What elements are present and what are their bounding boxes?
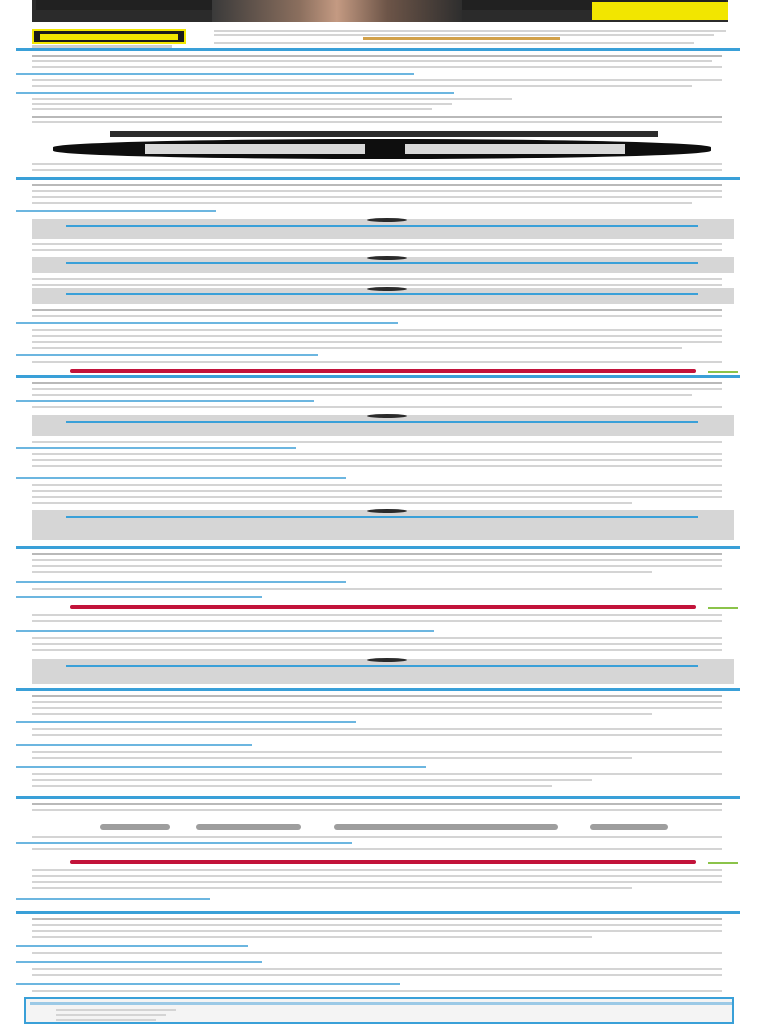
section-rule: [16, 688, 740, 691]
body-line: [32, 936, 592, 938]
subheading-rule: [16, 898, 210, 900]
callout-rule: [66, 262, 698, 264]
callout-box: [32, 219, 734, 239]
body-line: [32, 85, 692, 87]
body-line: [32, 284, 722, 286]
list-line: [32, 108, 432, 110]
feature-bar: [70, 605, 696, 609]
callout-box: [32, 510, 734, 540]
body-line: [32, 848, 722, 850]
body-line: [32, 968, 722, 970]
subheading-rule: [16, 477, 346, 479]
section-rule: [16, 546, 740, 549]
body-line: [32, 713, 652, 715]
subheading-rule: [16, 322, 398, 324]
body-line: [32, 701, 722, 703]
list-line: [56, 1009, 176, 1011]
body-line: [32, 465, 722, 467]
summary-panel-header: [30, 1002, 732, 1005]
callout-marker: [367, 218, 407, 222]
body-line: [32, 190, 722, 192]
body-line: [32, 121, 722, 123]
partner-logo: [100, 824, 170, 830]
subheading-rule: [16, 354, 318, 356]
list-line: [32, 779, 592, 781]
list-line: [32, 773, 722, 775]
list-line: [56, 1019, 156, 1021]
banner-left-label: [145, 144, 365, 154]
partner-logo: [196, 824, 301, 830]
hero-banner: [32, 0, 728, 22]
body-line: [32, 169, 722, 171]
body-line: [32, 695, 722, 697]
subheading-rule: [16, 581, 346, 583]
body-line: [32, 952, 722, 954]
partner-logo: [334, 824, 558, 830]
body-line: [32, 757, 632, 759]
feature-bar: [70, 860, 696, 864]
body-line: [32, 751, 722, 753]
body-line: [32, 620, 722, 622]
subheading-rule: [16, 400, 314, 402]
callout-marker: [367, 658, 407, 662]
body-line: [32, 459, 722, 461]
body-line: [32, 202, 692, 204]
body-line: [32, 490, 722, 492]
subheading-rule: [16, 744, 252, 746]
hero-photo: [212, 0, 462, 22]
body-line: [32, 974, 722, 976]
body-line: [32, 335, 722, 337]
callout-box: [32, 415, 734, 436]
body-line: [32, 441, 722, 443]
body-line: [32, 163, 722, 165]
subheading-rule: [16, 596, 262, 598]
body-line: [32, 347, 682, 349]
subheading-rule: [16, 842, 352, 844]
body-line: [32, 406, 722, 408]
hero-badge-label: [40, 34, 178, 40]
intro-line: [214, 34, 714, 36]
callout-marker: [367, 414, 407, 418]
body-line: [32, 116, 722, 118]
subheading-rule: [16, 630, 434, 632]
subheading-rule: [16, 210, 216, 212]
body-line: [32, 887, 632, 889]
subheading-rule: [16, 961, 262, 963]
list-line: [32, 103, 452, 105]
hero-highlight: [592, 2, 728, 20]
feature-bar-tail: [708, 607, 738, 609]
body-line: [32, 196, 722, 198]
body-line: [32, 243, 722, 245]
body-line: [32, 803, 722, 805]
callout-rule: [66, 293, 698, 295]
body-line: [32, 553, 722, 555]
body-line: [32, 869, 722, 871]
body-line: [32, 184, 722, 186]
section-rule: [16, 177, 740, 180]
callout-marker: [367, 287, 407, 291]
section-rule: [16, 911, 740, 914]
body-line: [32, 588, 722, 590]
summary-panel: [24, 997, 734, 1024]
body-line: [32, 637, 722, 639]
banner-right-label: [405, 144, 625, 154]
hero-accent-line: [363, 37, 560, 40]
callout-marker: [367, 256, 407, 260]
body-line: [32, 918, 722, 920]
body-line: [32, 309, 722, 311]
body-line: [32, 614, 722, 616]
feature-banner: [53, 139, 711, 159]
body-line: [32, 55, 722, 57]
body-line: [32, 66, 722, 68]
feature-bar: [70, 369, 696, 373]
body-line: [32, 649, 722, 651]
body-line: [32, 930, 722, 932]
body-line: [32, 559, 722, 561]
body-line: [32, 388, 722, 390]
section-rule: [16, 48, 740, 51]
body-line: [32, 484, 722, 486]
subheading-rule: [16, 766, 426, 768]
body-line: [32, 734, 722, 736]
body-line: [32, 728, 722, 730]
body-line: [32, 453, 722, 455]
body-line: [32, 565, 722, 567]
callout-marker: [367, 509, 407, 513]
body-line: [32, 836, 722, 838]
banner-title: [110, 131, 658, 137]
callout-rule: [66, 516, 698, 518]
section-rule: [16, 375, 740, 378]
subheading-rule: [16, 721, 356, 723]
body-line: [32, 249, 722, 251]
body-line: [32, 875, 722, 877]
feature-bar-tail: [708, 862, 738, 864]
partner-logo: [590, 824, 668, 830]
subheading-rule: [16, 73, 414, 75]
subheading-rule: [16, 983, 400, 985]
intro-line: [214, 30, 726, 32]
callout-box: [32, 257, 734, 273]
body-line: [32, 60, 712, 62]
callout-box: [32, 288, 734, 304]
body-line: [32, 361, 722, 363]
body-line: [32, 571, 652, 573]
body-line: [32, 315, 722, 317]
body-line: [32, 394, 692, 396]
body-line: [32, 643, 722, 645]
subheading-rule: [16, 945, 248, 947]
list-line: [32, 785, 552, 787]
subheading-rule: [16, 447, 296, 449]
body-line: [32, 329, 722, 331]
body-line: [32, 79, 722, 81]
callout-rule: [66, 421, 698, 423]
body-line: [32, 382, 722, 384]
intro-line: [214, 42, 694, 44]
callout-rule: [66, 225, 698, 227]
body-line: [32, 278, 722, 280]
body-line: [32, 341, 722, 343]
section-rule: [16, 796, 740, 799]
hero-badge: [32, 29, 186, 44]
body-line: [32, 881, 722, 883]
body-line: [32, 496, 722, 498]
body-line: [32, 502, 632, 504]
body-line: [32, 924, 722, 926]
body-line: [32, 809, 722, 811]
subheading-rule: [16, 92, 454, 94]
callout-box: [32, 659, 734, 684]
list-line: [32, 98, 512, 100]
list-line: [56, 1014, 166, 1016]
body-line: [32, 707, 722, 709]
feature-bar-tail: [708, 371, 738, 373]
callout-rule: [66, 665, 698, 667]
body-line: [32, 990, 722, 992]
